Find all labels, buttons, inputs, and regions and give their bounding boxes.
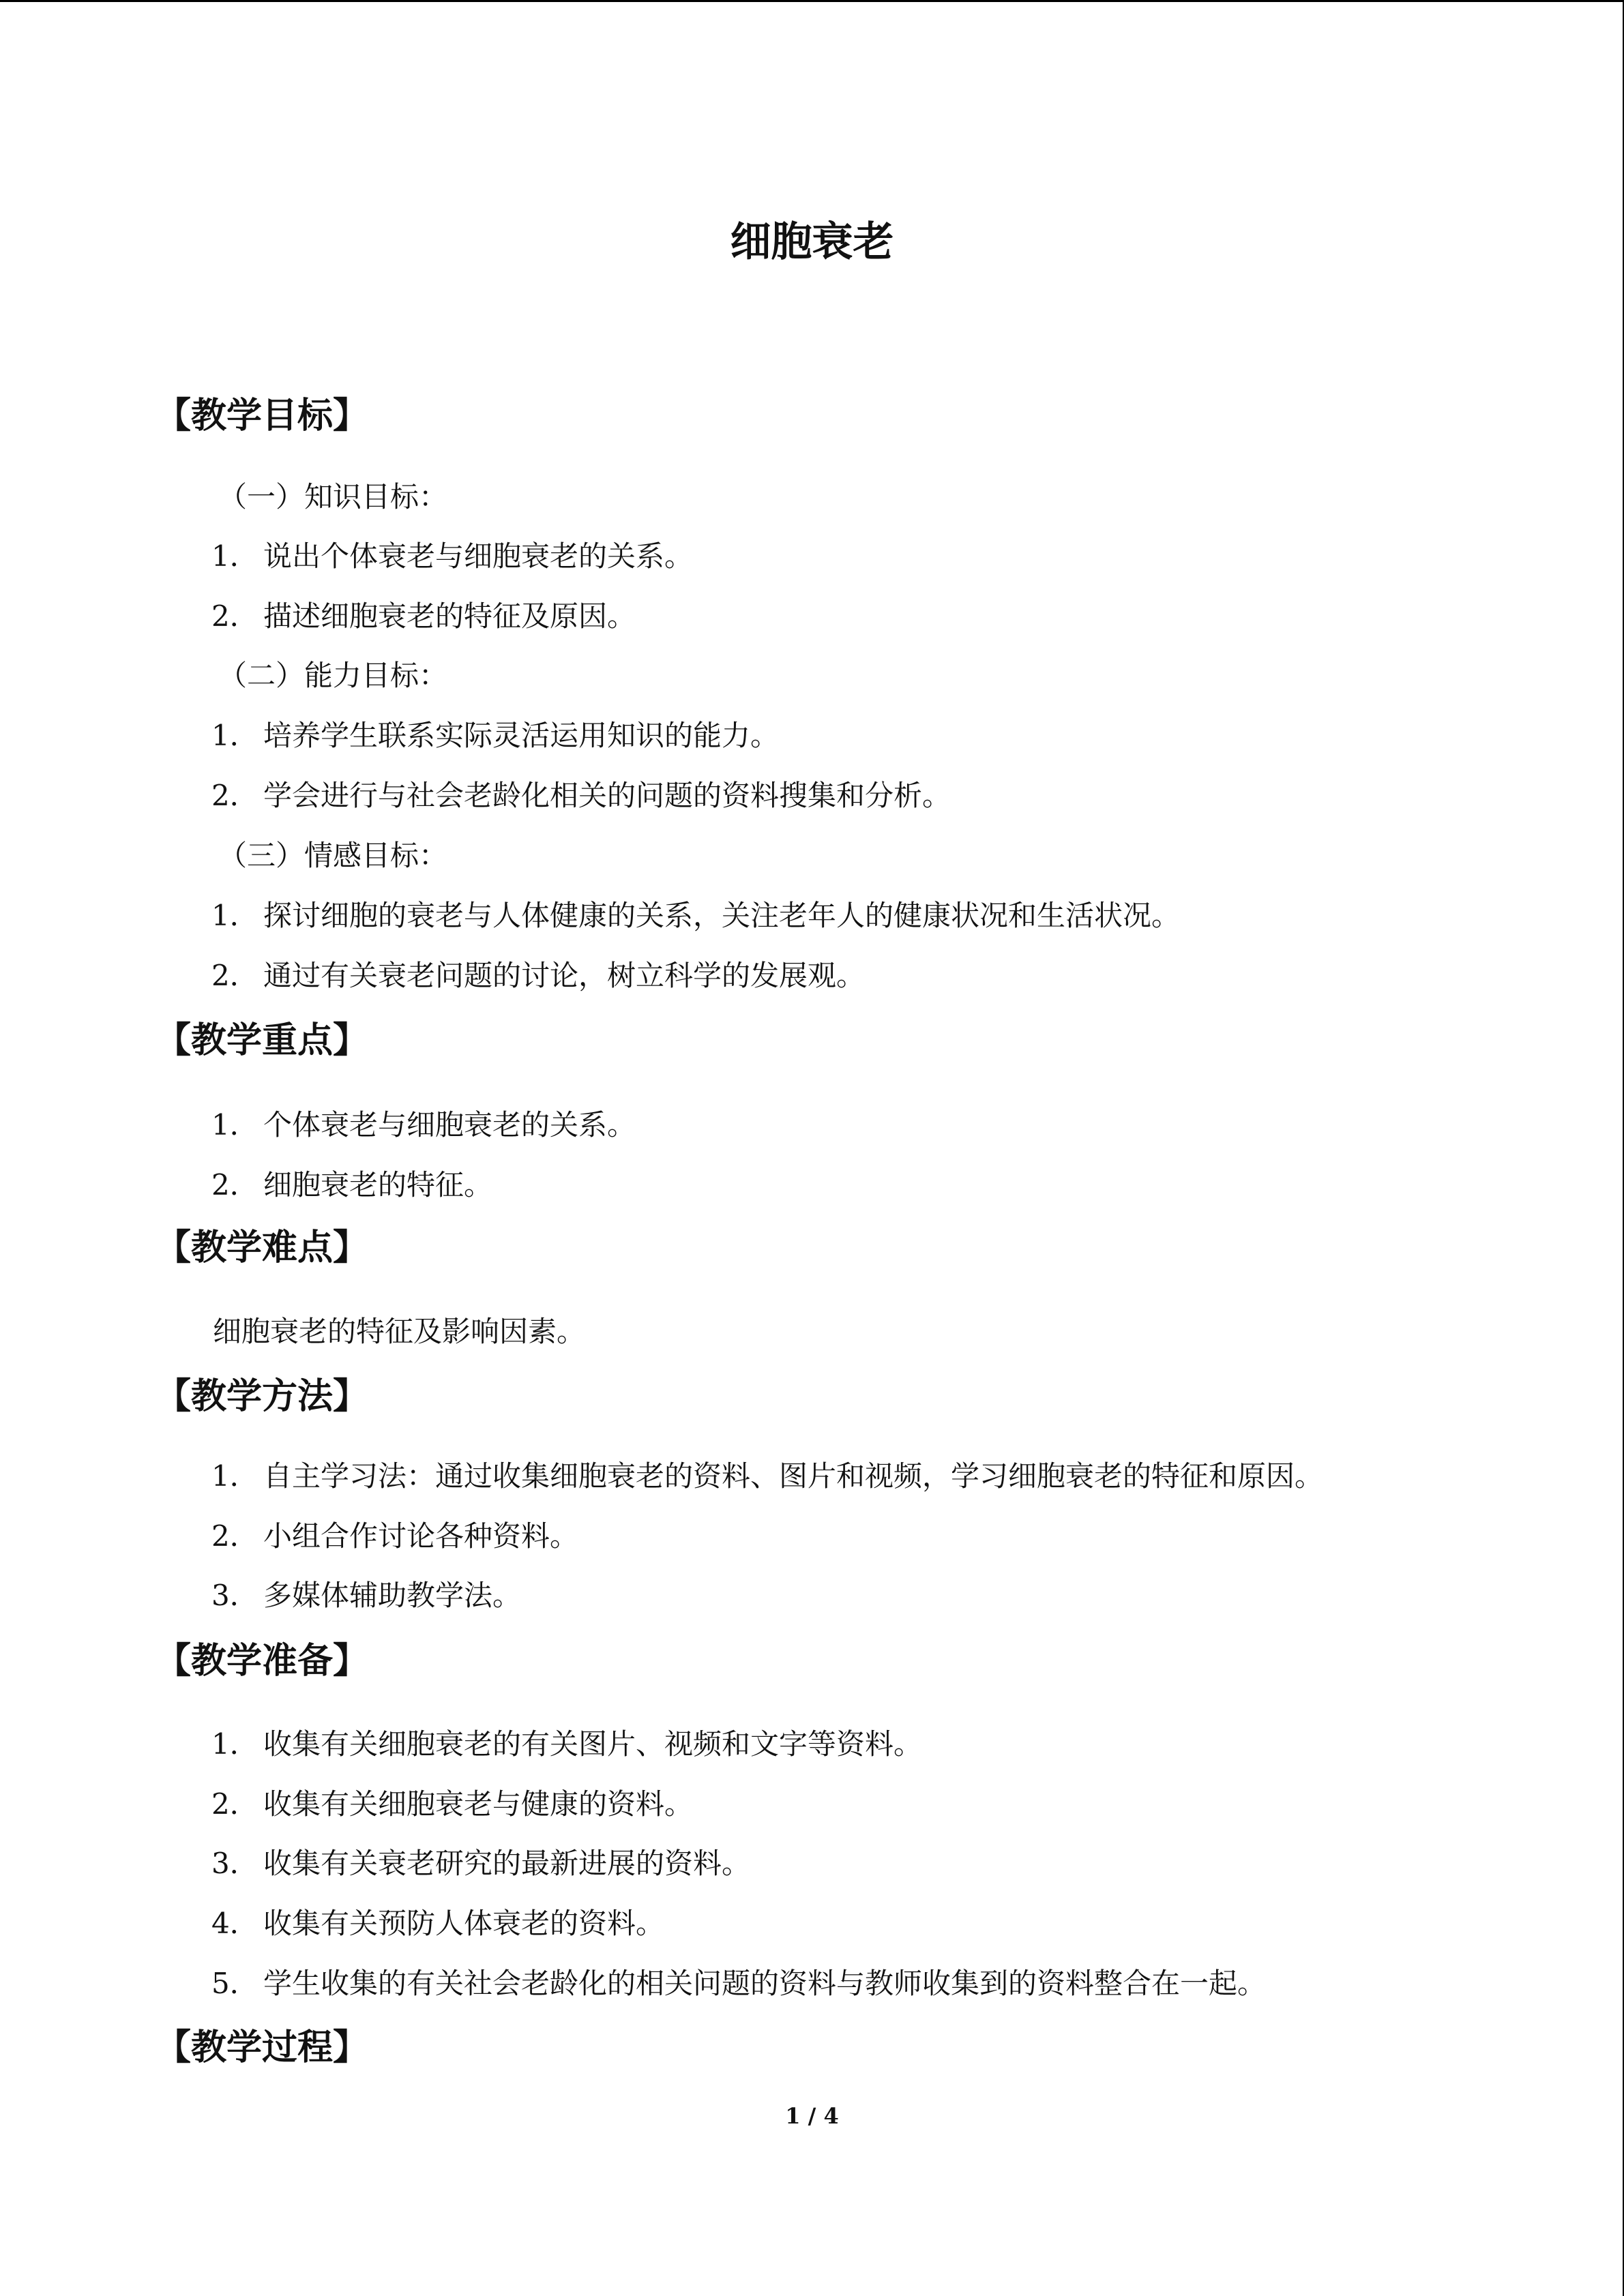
heading-difficulties: 【教学难点】 <box>156 1227 369 1268</box>
heading-methods: 【教学方法】 <box>156 1376 369 1417</box>
heading-key-points: 【教学重点】 <box>156 1020 369 1061</box>
document-title: 细胞衰老 <box>730 218 894 266</box>
list-item: 5． 学生收集的有关社会老龄化的相关问题的资料与教师收集到的资料整合在一起。 <box>211 1967 1267 2000</box>
difficulties-text: 细胞衰老的特征及影响因素。 <box>213 1315 586 1348</box>
list-item: 2． 细胞衰老的特征。 <box>211 1168 493 1202</box>
heading-process: 【教学过程】 <box>156 2027 369 2068</box>
heading-objectives: 【教学目标】 <box>156 396 369 436</box>
list-item: 2． 描述细胞衰老的特征及原因。 <box>211 599 636 633</box>
knowledge-objectives-label: （一）知识目标： <box>218 480 448 513</box>
list-item: 1． 自主学习法：通过收集细胞衰老的资料、图片和视频，学习细胞衰老的特征和原因。 <box>211 1459 1324 1493</box>
heading-preparation: 【教学准备】 <box>156 1641 369 1682</box>
list-item: 2． 收集有关细胞衰老与健康的资料。 <box>211 1787 694 1821</box>
ability-objectives-label: （二）能力目标： <box>218 659 448 692</box>
emotion-objectives-label: （三）情感目标： <box>218 839 448 872</box>
list-item: 3． 收集有关衰老研究的最新进展的资料。 <box>211 1847 751 1880</box>
list-item: 3． 多媒体辅助教学法。 <box>211 1579 522 1612</box>
list-item: 1． 收集有关细胞衰老的有关图片、视频和文字等资料。 <box>211 1727 923 1761</box>
list-item: 2． 通过有关衰老问题的讨论，树立科学的发展观。 <box>211 959 866 992</box>
list-item: 1． 探讨细胞的衰老与人体健康的关系，关注老年人的健康状况和生活状况。 <box>211 899 1181 932</box>
page-number: 1 / 4 <box>785 2103 839 2129</box>
list-item: 4． 收集有关预防人体衰老的资料。 <box>211 1907 665 1940</box>
list-item: 2． 学会进行与社会老龄化相关的问题的资料搜集和分析。 <box>211 779 951 812</box>
list-item: 1． 个体衰老与细胞衰老的关系。 <box>211 1108 636 1142</box>
list-item: 1． 说出个体衰老与细胞衰老的关系。 <box>211 539 694 573</box>
list-item: 1． 培养学生联系实际灵活运用知识的能力。 <box>211 719 780 752</box>
list-item: 2． 小组合作讨论各种资料。 <box>211 1519 579 1553</box>
